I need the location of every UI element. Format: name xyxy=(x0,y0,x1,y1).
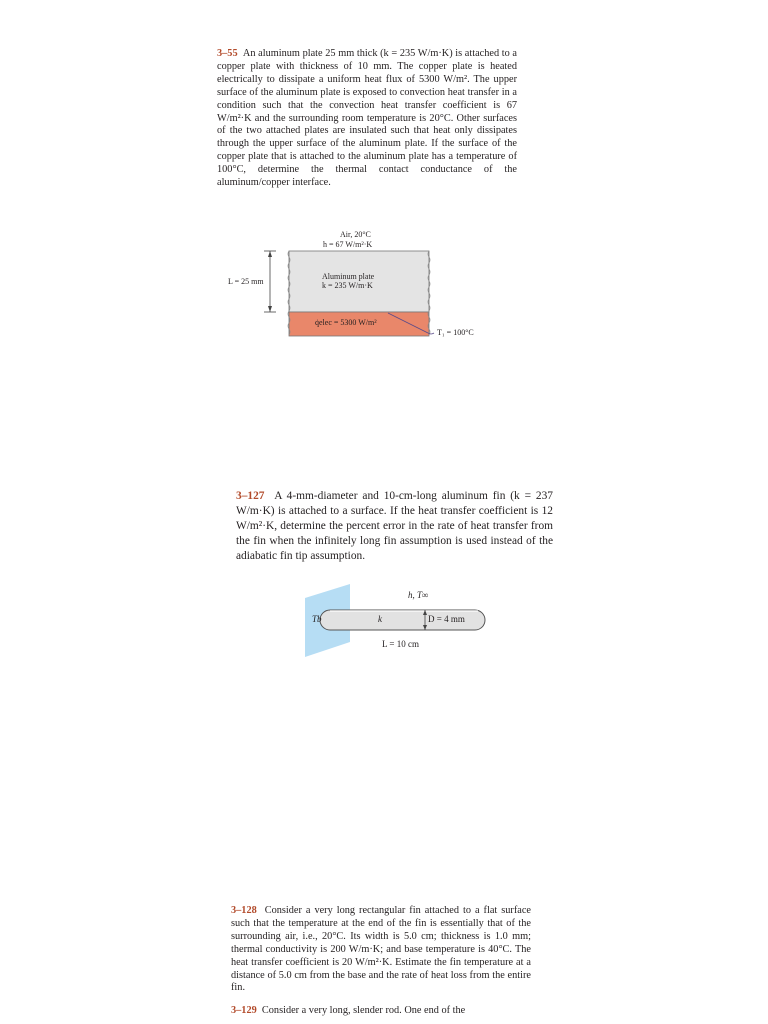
t1-label: T₁ = 100°C xyxy=(437,328,474,337)
h-tinf-label: h, T∞ xyxy=(408,590,429,600)
h-label: h = 67 W/m²·K xyxy=(323,240,373,249)
air-label: Air, 20°C xyxy=(340,230,371,239)
k-label: k = 235 W/m·K xyxy=(322,281,373,290)
plate-label: Aluminum plate xyxy=(322,272,375,281)
problem-number: 3–129 xyxy=(231,1005,257,1016)
k-label: k xyxy=(378,614,382,624)
tb-label: Tb xyxy=(312,614,322,624)
problem-text: A 4-mm-diameter and 10-cm-long aluminum fin (k = 237 W/m·K) is attached to a surface. If the heat transfer coefficient is 12 W/m²·K, determine the percent error in the rate of heat transfer from the fin when the infinitely long fin assumption is used instead of the adiabatic fin tip assumption. xyxy=(236,490,553,562)
problem-3-128 xyxy=(231,905,531,995)
diameter-label: D = 4 mm xyxy=(428,614,465,624)
problem-text: Consider a very long, slender rod. One end of the xyxy=(261,1005,466,1016)
problem-number: 3–127 xyxy=(236,490,265,502)
problem-text: Consider a very long rectangular fin attached to a flat surface such that the temperature at the end of the fin is essentially that of the surrounding air, i.e., 20°C. Its width is 5.0 cm; thickness is 1.0 mm; thermal conductivity is 200 W/m·K; and base temperature is 40°C. The heat transfer coefficient is 20 W/m²·K. Estimate the fin temperature at a distance of 5.0 cm from the base and the rate of heat loss from the entire fin. xyxy=(231,905,531,994)
problem-number: 3–55 xyxy=(217,48,238,59)
problem-3-129 xyxy=(231,1005,531,1018)
problem-text: An aluminum plate 25 mm thick (k = 235 W/m·K) is attached to a copper plate with thickness of 10 mm. The copper plate is heated electrically to dissipate a uniform heat flux of 5300 W/m². The upper surface of the aluminum plate is exposed to convection heat transfer in a condition such that the convection heat transfer coefficient is 67 W/m²·K and the surrounding room temperature is 20°C. Other surfaces of the two attached plates are insulated such that heat only dissipates through the upper surface of the aluminum plate. If the surface of the copper plate that is attached to the aluminum plate has a temperature of 100°C, determine the thermal contact conductance of the aluminum/copper interface. xyxy=(217,48,517,189)
thickness-label: L = 25 mm xyxy=(228,277,264,286)
problem-number: 3–128 xyxy=(231,905,257,916)
length-label: L = 10 cm xyxy=(382,639,419,649)
heat-flux-label: q̇elec = 5300 W/m² xyxy=(315,318,377,327)
